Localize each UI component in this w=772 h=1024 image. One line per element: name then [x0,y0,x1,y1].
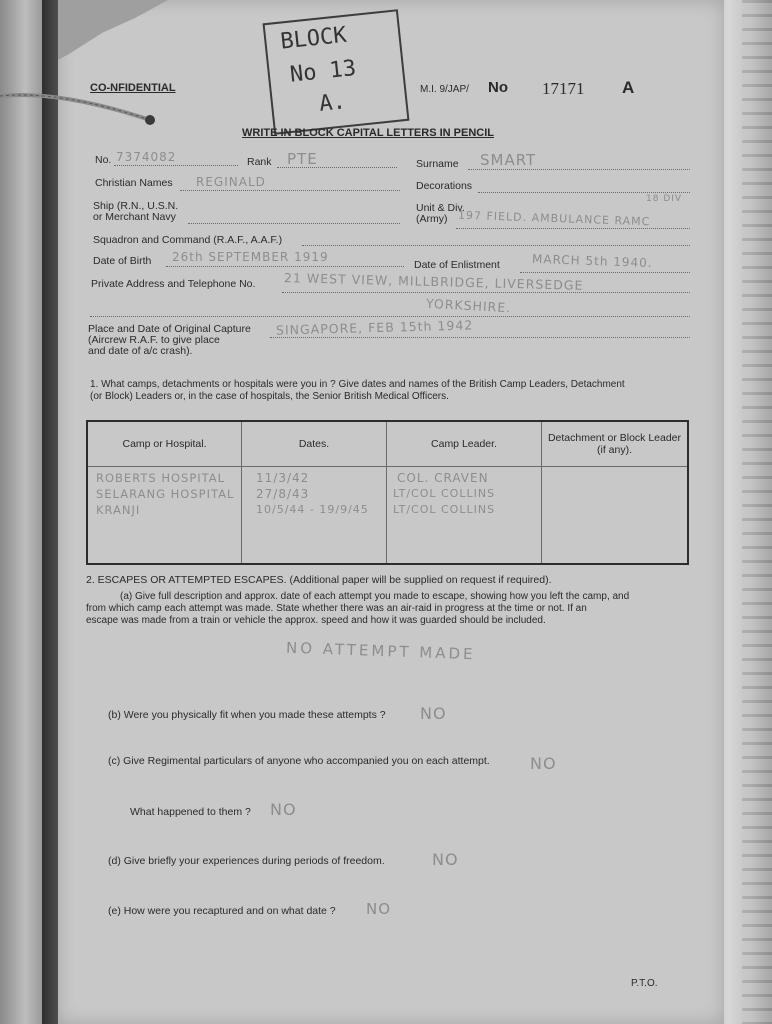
question-1-text: 1. What camps, detachments or hospitals were you in ? Give dates and names of the British Camp Leaders, Detachment [90,379,625,390]
stamp-line-3: A. [317,89,347,117]
col-dates: Dates. [242,421,387,467]
question-2d: (d) Give briefly your experiences during periods of freedom. [108,855,385,867]
question-2c-followup-answer: NO [270,800,297,819]
question-2b-answer: NO [420,704,447,723]
capture-value: SINGAPORE, FEB 15th 1942 [275,317,474,338]
stamp-line-1: BLOCK [279,22,348,55]
leader-cell [387,467,542,565]
question-2e-answer: NO [366,900,392,918]
surname-value: SMART [480,151,537,169]
ship-line [188,223,400,224]
camps-table [86,420,689,565]
number-label: No [488,79,508,96]
question-2a-answer: NO ATTEMPT MADE [285,638,476,664]
decorations-line [478,192,690,193]
christian-names-line [180,190,400,191]
squadron-label: Squadron and Command (R.A.F., A.A.F.) [93,234,283,246]
no-label: No. [95,154,112,166]
pto-label: P.T.O. [631,978,658,989]
capture-label-1: Place and Date of Original Capture [88,323,251,335]
detachment-cell [542,467,689,565]
table-row-1-leader: COL. CRAVEN [397,471,489,485]
question-2c-answer: NO [530,754,557,773]
capture-line [270,337,690,338]
col-camp: Camp or Hospital. [87,421,242,467]
question-2a-line-3: escape was made from a train or vehicle the approx. speed and how it was guarded should be included. [86,615,546,626]
table-row-2-camp: SELARANG HOSPITAL [96,487,235,501]
enlistment-value: MARCH 5th 1940. [531,251,653,271]
army-label: (Army) [416,213,448,225]
address-value-1: 21 WEST VIEW, MILLBRIDGE, LIVERSEDGE [283,270,584,293]
unit-line [456,228,690,229]
rank-line [277,167,397,168]
unit-division: 18 DIV [646,194,683,204]
decorations-label: Decorations [416,180,473,192]
enlistment-label: Date of Enlistment [414,259,500,271]
surname-line [468,169,690,170]
address-line-1 [282,292,690,293]
question-2c: (c) Give Regimental particulars of anyone who accompanied you on each attempt. [108,755,490,767]
table-row-3-dates: 10/5/44 - 19/9/45 [256,503,369,516]
question-2a-line-1: (a) Give full description and approx. date of each attempt you made to escape, showing how you left the camp, and [120,591,630,602]
question-2d-answer: NO [432,850,459,869]
stamp-line-2: No 13 [288,55,358,88]
christian-names-value: REGINALD [196,175,266,189]
camps-table-header [87,421,688,467]
ship-label: Ship (R.N., U.S.N. [93,200,179,212]
question-2a-line-2: from which camp each attempt was made. State whether there was an air-raid in progress at the time or not. If an [86,603,587,614]
question-2e: (e) How were you recaptured and on what date ? [108,905,336,917]
table-row-2-leader: LT/COL COLLINS [393,487,496,500]
question-2b: (b) Were you physically fit when you made these attempts ? [108,709,386,721]
question-1-text-2: (or Block) Leaders or, in the case of hospitals, the Senior British Medical Officers. [90,391,449,402]
table-row-3-camp: KRANJI [96,503,141,517]
table-row-2-dates: 27/8/43 [256,487,310,501]
surname-label: Surname [416,158,459,170]
unit-label: Unit & Div. [416,202,465,214]
form-suffix: A [622,78,635,97]
left-binder-page [0,0,42,1024]
instruction-heading: WRITE IN BLOCK CAPITAL LETTERS IN PENCIL [242,127,494,139]
rank-value: PTE [287,150,318,168]
col-detachment-leader: Detachment or Block Leader (if any). [542,421,689,467]
dob-value: 26th SEPTEMBER 1919 [172,250,329,264]
table-row-1-camp: ROBERTS HOSPITAL [96,471,226,485]
dob-line [166,266,404,267]
dates-cell [242,467,387,565]
squadron-line [302,245,690,246]
dob-label: Date of Birth [93,255,152,267]
classification-label: CO-NFIDENTIAL [90,82,176,94]
capture-label-2: (Aircrew R.A.F. to give place [88,334,220,346]
enlistment-line [520,272,690,273]
no-line [114,165,238,166]
reference-code: M.I. 9/JAP/ [420,84,469,95]
question-2-heading: 2. ESCAPES OR ATTEMPTED ESCAPES. (Additional paper will be supplied on request if required). [86,574,552,586]
christian-names-label: Christian Names [95,177,173,189]
camps-table-body [87,467,688,565]
col-camp-leader: Camp Leader. [387,421,542,467]
block-stamp [263,9,410,135]
no-value: 7374082 [116,150,177,164]
camp-cell [87,467,242,565]
table-row-1-dates: 11/3/42 [256,471,310,485]
form-number: 17171 [542,79,585,98]
address-line-2 [90,316,690,317]
address-label: Private Address and Telephone No. [91,278,256,290]
capture-label-3: and date of a/c crash). [88,345,193,357]
rank-label: Rank [247,156,272,168]
table-row-3-leader: LT/COL COLLINS [393,503,496,516]
question-2c-followup: What happened to them ? [130,806,251,818]
pages-texture [742,0,772,1024]
unit-value: 197 FIELD. AMBULANCE RAMC [457,208,651,229]
address-value-2: YORKSHIRE. [425,295,512,316]
merchant-navy-label: or Merchant Navy [93,211,176,223]
